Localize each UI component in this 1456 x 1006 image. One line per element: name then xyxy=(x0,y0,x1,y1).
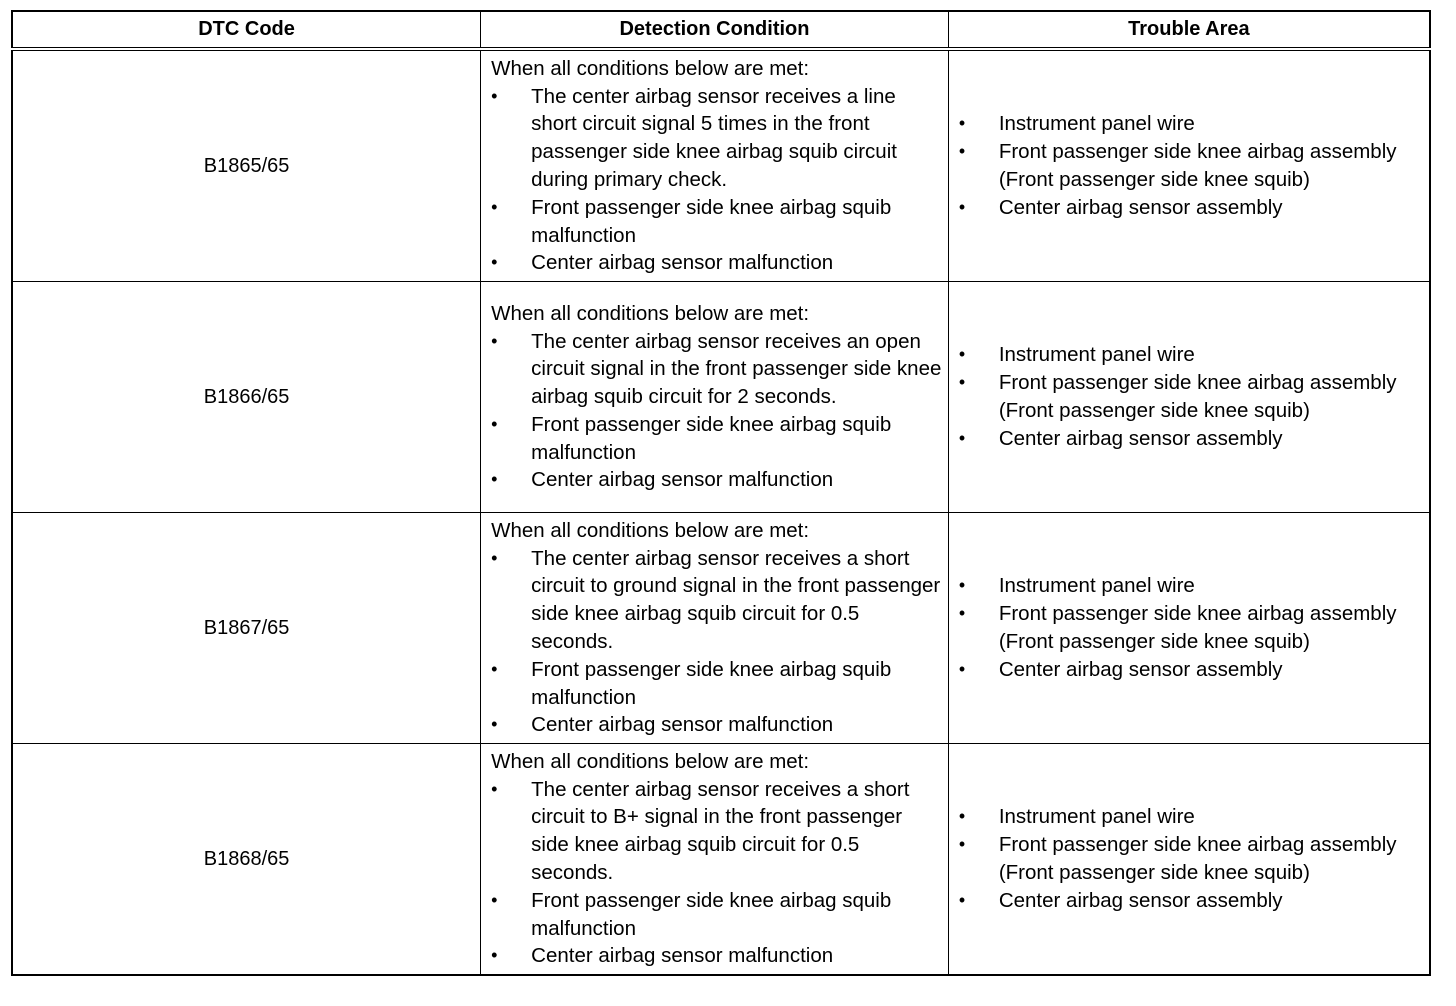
detection-condition-cell xyxy=(481,513,949,744)
bullet-icon: • xyxy=(958,344,966,365)
condition-item xyxy=(491,466,944,494)
trouble-area-item xyxy=(959,138,1423,194)
bullet-icon: • xyxy=(491,196,498,217)
header-row xyxy=(12,11,1430,49)
condition-item xyxy=(491,83,944,194)
condition-text: The center airbag sensor receives a line short circuit signal 5 times in the front passenger side knee airbag squib circuit during primary check. xyxy=(531,84,897,191)
bullet-icon: • xyxy=(958,603,966,624)
trouble-area-text: Center airbag sensor assembly xyxy=(998,195,1283,219)
bullet-icon: • xyxy=(491,469,498,490)
trouble-area-item xyxy=(959,572,1423,600)
condition-text: Front passenger side knee airbag squib malfunction xyxy=(531,888,892,940)
header-detection-condition: Detection Condition xyxy=(481,11,949,49)
bullet-icon: • xyxy=(958,658,966,679)
condition-item xyxy=(491,194,944,250)
trouble-area-text: Center airbag sensor assembly xyxy=(998,426,1283,450)
trouble-area-text: Center airbag sensor assembly xyxy=(998,657,1283,681)
condition-text: Front passenger side knee airbag squib malfunction xyxy=(531,412,892,464)
bullet-icon: • xyxy=(958,196,966,217)
trouble-area-item xyxy=(959,110,1423,138)
header-dtc-code: DTC Code xyxy=(12,11,481,49)
condition-intro: When all conditions below are met: xyxy=(491,56,810,80)
trouble-area-item xyxy=(959,425,1423,453)
condition-item xyxy=(491,942,944,970)
table-row xyxy=(12,744,1430,976)
bullet-icon: • xyxy=(491,330,498,351)
condition-item xyxy=(491,545,944,656)
condition-item xyxy=(491,656,944,712)
table-row xyxy=(12,49,1430,282)
bullet-icon: • xyxy=(491,778,498,799)
table-body xyxy=(12,49,1430,975)
bullet-icon: • xyxy=(491,85,498,106)
bullet-icon: • xyxy=(958,141,966,162)
condition-list xyxy=(491,328,944,495)
dtc-code: B1866/65 xyxy=(12,282,481,513)
trouble-area-cell xyxy=(948,513,1430,744)
condition-text: The center airbag sensor receives a short circuit to B+ signal in the front passenger side knee airbag squib circuit for 0.5 seconds. xyxy=(531,777,910,884)
condition-item xyxy=(491,249,944,277)
trouble-area-text: Front passenger side knee airbag assembly (Front passenger side knee squib) xyxy=(998,833,1397,884)
condition-list xyxy=(491,83,944,278)
trouble-area-cell xyxy=(948,282,1430,513)
trouble-area-list xyxy=(959,572,1423,683)
header-trouble-area: Trouble Area xyxy=(948,11,1430,49)
bullet-icon: • xyxy=(491,658,498,679)
trouble-area-item xyxy=(959,803,1423,831)
detection-condition-cell xyxy=(481,282,949,513)
condition-text: Front passenger side knee airbag squib malfunction xyxy=(531,657,892,709)
trouble-area-list xyxy=(959,803,1423,914)
condition-text: Front passenger side knee airbag squib malfunction xyxy=(531,195,892,247)
bullet-icon: • xyxy=(491,252,498,273)
condition-intro: When all conditions below are met: xyxy=(491,749,810,773)
condition-item xyxy=(491,711,944,739)
trouble-area-item xyxy=(959,831,1423,887)
bullet-icon: • xyxy=(958,889,966,910)
trouble-area-list xyxy=(959,110,1423,221)
trouble-area-item xyxy=(959,656,1423,684)
trouble-area-item xyxy=(959,369,1423,425)
trouble-area-text: Front passenger side knee airbag assembly (Front passenger side knee squib) xyxy=(998,140,1397,191)
condition-intro: When all conditions below are met: xyxy=(491,518,810,542)
trouble-area-cell xyxy=(948,744,1430,976)
bullet-icon: • xyxy=(958,834,966,855)
condition-list xyxy=(491,545,944,740)
bullet-icon: • xyxy=(958,427,966,448)
condition-intro: When all conditions below are met: xyxy=(491,301,810,325)
condition-item xyxy=(491,776,944,887)
trouble-area-item xyxy=(959,600,1423,656)
trouble-area-item xyxy=(959,887,1423,915)
trouble-area-text: Front passenger side knee airbag assembly (Front passenger side knee squib) xyxy=(998,371,1397,422)
bullet-icon: • xyxy=(958,113,966,134)
bullet-icon: • xyxy=(958,372,966,393)
dtc-code: B1868/65 xyxy=(12,744,481,976)
trouble-area-text: Instrument panel wire xyxy=(998,343,1195,367)
trouble-area-text: Instrument panel wire xyxy=(998,574,1195,598)
condition-list xyxy=(491,776,944,971)
bullet-icon: • xyxy=(958,806,966,827)
bullet-icon: • xyxy=(491,889,498,910)
table-row xyxy=(12,513,1430,744)
table-row xyxy=(12,282,1430,513)
condition-item xyxy=(491,411,944,467)
bullet-icon: • xyxy=(491,547,498,568)
trouble-area-item xyxy=(959,194,1423,222)
dtc-code: B1865/65 xyxy=(12,49,481,282)
condition-text: Center airbag sensor malfunction xyxy=(531,713,834,737)
trouble-area-item xyxy=(959,341,1423,369)
trouble-area-text: Instrument panel wire xyxy=(998,805,1195,829)
trouble-area-cell xyxy=(948,49,1430,282)
condition-text: Center airbag sensor malfunction xyxy=(531,944,834,968)
trouble-area-text: Center airbag sensor assembly xyxy=(998,888,1283,912)
condition-item xyxy=(491,328,944,411)
detection-condition-cell xyxy=(481,744,949,976)
detection-condition-cell xyxy=(481,49,949,282)
bullet-icon: • xyxy=(491,714,498,735)
bullet-icon: • xyxy=(958,575,966,596)
trouble-area-text: Front passenger side knee airbag assembly (Front passenger side knee squib) xyxy=(998,602,1397,653)
bullet-icon: • xyxy=(491,945,498,966)
dtc-table xyxy=(11,10,1431,976)
trouble-area-list xyxy=(959,341,1423,452)
condition-item xyxy=(491,887,944,943)
condition-text: The center airbag sensor receives an open circuit signal in the front passenger side knee airbag squib circuit for 2 seconds. xyxy=(531,329,942,409)
condition-text: Center airbag sensor malfunction xyxy=(531,468,834,492)
bullet-icon: • xyxy=(491,413,498,434)
condition-text: The center airbag sensor receives a short circuit to ground signal in the front passenger side knee airbag squib circuit for 0.5 seconds. xyxy=(531,546,941,653)
condition-text: Center airbag sensor malfunction xyxy=(531,251,834,275)
dtc-code: B1867/65 xyxy=(12,513,481,744)
trouble-area-text: Instrument panel wire xyxy=(998,112,1195,136)
